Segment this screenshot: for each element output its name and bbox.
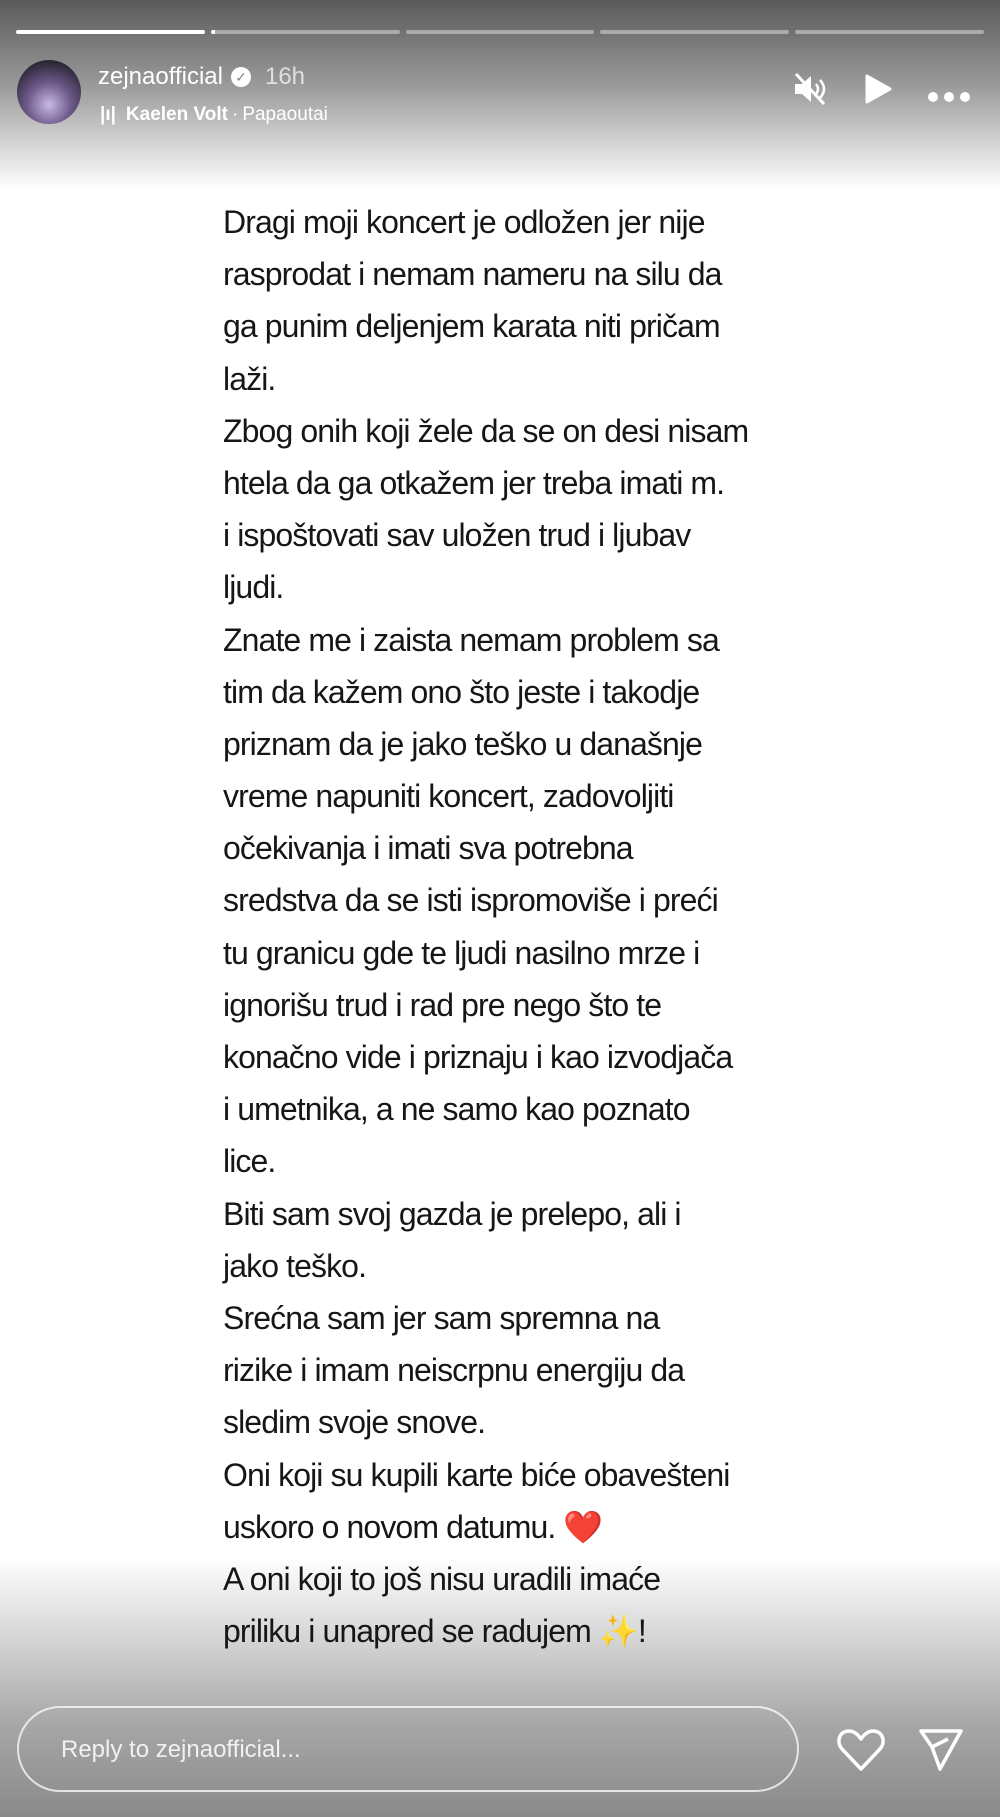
- story-line: Oni koji su kupili karte biće obavešteni: [223, 1456, 730, 1493]
- story-line: sredstva da se isti ispromoviše i preći: [223, 882, 718, 919]
- like-heart-icon[interactable]: [836, 1728, 886, 1777]
- progress-segment: [211, 30, 400, 34]
- story-text: [223, 196, 748, 1657]
- story-line: laži.: [223, 360, 276, 397]
- story-line: i ispoštovati sav uložen trud i ljubav: [223, 517, 691, 554]
- story-line: konačno vide i priznaju i kao izvodjača: [223, 1039, 733, 1075]
- story-header: [98, 63, 305, 91]
- story-progress: [16, 30, 984, 34]
- story-line: Znate me i zaista nemam problem sa: [223, 621, 719, 658]
- song-name: Papaoutai: [242, 104, 328, 125]
- story-line: priliku i unapred se radujem ✨!: [223, 1613, 646, 1650]
- story-line: rizike i imam neiscrpnu energiju da: [223, 1352, 685, 1389]
- timestamp: 16h: [264, 63, 306, 90]
- username[interactable]: zejnaofficial: [98, 63, 223, 90]
- play-icon[interactable]: [864, 74, 892, 112]
- story-line: očekivanja i imati sva potrebna: [223, 830, 633, 867]
- story-line: vreme napuniti koncert, zadovoljiti: [223, 778, 674, 815]
- send-icon[interactable]: [918, 1728, 964, 1777]
- music-info[interactable]: [100, 104, 328, 126]
- progress-segment: [600, 30, 789, 34]
- header-controls: [792, 72, 970, 114]
- avatar[interactable]: [17, 60, 81, 124]
- story-line: ljudi.: [223, 569, 284, 606]
- story-line: rasprodat i nemam nameru na silu da: [223, 256, 722, 293]
- story-line: Zbog onih koji žele da se on desi nisam: [223, 412, 749, 449]
- story-line: jako teško.: [223, 1247, 367, 1284]
- story-line: tim da kažem ono što jeste i takodje: [223, 673, 700, 710]
- progress-segment: [16, 30, 205, 34]
- more-options-icon[interactable]: [928, 76, 970, 110]
- story-line: ignorišu trud i rad pre nego što te: [223, 986, 662, 1023]
- reply-input[interactable]: [17, 1706, 799, 1792]
- story-line: tu granicu gde te ljudi nasilno mrze i: [223, 934, 700, 971]
- story-line: sledim svoje snove.: [223, 1404, 486, 1441]
- story-line: i umetnika, a ne samo kao poznato: [223, 1091, 690, 1128]
- separator: ·: [231, 104, 239, 125]
- story-line: Srećna sam jer sam spremna na: [223, 1299, 660, 1336]
- mute-icon[interactable]: [792, 72, 828, 114]
- story-line: Biti sam svoj gazda je prelepo, ali i: [223, 1195, 681, 1232]
- story-line: uskoro o novom datumu. ❤️: [223, 1508, 603, 1545]
- story-line: ga punim deljenjem karata niti pričam: [223, 308, 720, 345]
- story-line: lice.: [223, 1143, 276, 1180]
- story-line: htela da ga otkažem jer treba imati m.: [223, 464, 725, 501]
- verified-badge-icon: ✓: [231, 67, 251, 87]
- progress-segment: [795, 30, 984, 34]
- story-line: Dragi moji koncert je odložen jer nije: [223, 204, 705, 240]
- music-bars-icon: |ı|: [100, 104, 116, 125]
- story-line: priznam da je jako teško u današnje: [223, 725, 703, 762]
- progress-segment: [406, 30, 595, 34]
- artist-name: Kaelen Volt: [125, 104, 228, 125]
- reply-placeholder: Reply to zejnaofficial...: [61, 1736, 301, 1763]
- story-line: A oni koji to još nisu uradili imaće: [223, 1560, 661, 1597]
